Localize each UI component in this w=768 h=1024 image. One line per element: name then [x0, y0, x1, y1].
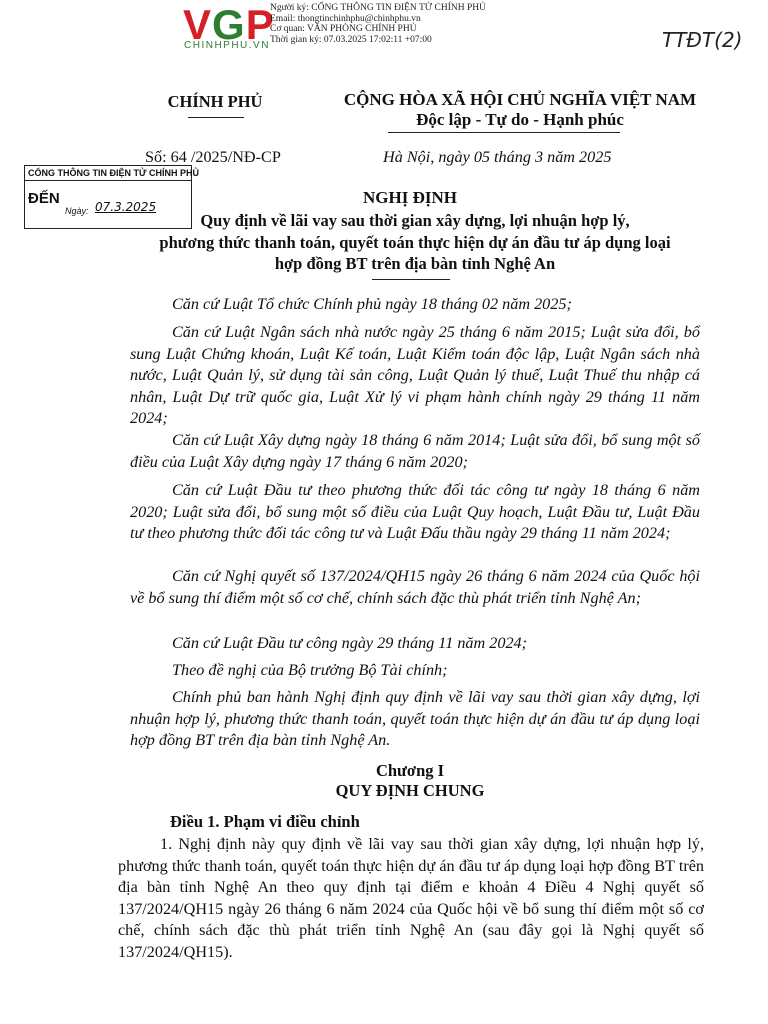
document-title	[130, 210, 700, 275]
nation-name: CỘNG HÒA XÃ HỘI CHỦ NGHĨA VIỆT NAM	[343, 90, 697, 109]
document-number: Số: 64 /2025/NĐ-CP	[145, 148, 281, 166]
signature-agency: Cơ quan: VĂN PHÒNG CHÍNH PHỦ	[270, 24, 417, 34]
issuer: CHÍNH PHỦ	[167, 92, 263, 111]
logo-letter-p: P	[245, 1, 275, 48]
handwritten-note: TTĐT(2)	[662, 28, 743, 52]
preamble-7: Theo đề nghị của Bộ trưởng Bộ Tài chính;	[172, 661, 448, 679]
chapter-title: QUY ĐỊNH CHUNG	[335, 781, 485, 800]
signature-signer: Người ký: CỔNG THÔNG TIN ĐIỆN TỬ CHÍNH PHỦ	[270, 3, 486, 13]
title-line-3: hợp đồng BT trên địa bàn tỉnh Nghệ An	[274, 254, 556, 273]
preamble-4: Căn cứ Luật Đầu tư theo phương thức đối tác công tư ngày 18 tháng 6 năm 2020; Luật sửa đổi, bổ sung một số điều của Luật Quy hoạch, Luật Đầu tư, Luật Đầu tư theo phương thức đối tác công tư và Luật Đấu thầu ngày 29 tháng 11 năm 2024;	[130, 481, 700, 542]
stamp-ngay: Ngày:	[65, 206, 89, 216]
stamp-date: 07.3.2025	[95, 200, 157, 214]
logo-letter-v: V	[183, 1, 213, 48]
preamble-8: Chính phủ ban hành Nghị định quy định về lãi vay sau thời gian xây dựng, lợi nhuận hợp lý, phương thức thanh toán, quyết toán thực hiện dự án đầu tư áp dụng loại hợp đồng BT trên địa bàn tỉnh Nghệ An.	[130, 688, 700, 749]
motto: Độc lập - Tự do - Hạnh phúc	[416, 110, 624, 129]
article-title: Điều 1. Phạm vi điều chỉnh	[170, 812, 360, 831]
document-type: NGHỊ ĐỊNH	[363, 188, 457, 207]
logo-letter-g: G	[212, 1, 246, 48]
chapter-number: Chương I	[375, 761, 445, 780]
place-date: Hà Nội, ngày 05 tháng 3 năm 2025	[383, 148, 612, 166]
title-underline	[372, 279, 450, 280]
article-body: 1. Nghị định này quy định về lãi vay sau thời gian xây dựng, lợi nhuận hợp lý, phương thức thanh toán, quyết toán thực hiện dự án đầu tư áp dụng loại hợp đồng BT trên địa bàn tỉnh Nghệ An theo quy định tại điểm e khoản 4 Điều 4 Nghị quyết số 137/2024/QH15 ngày 26 tháng 6 năm 2024 của Quốc hội về bổ sung thí điểm một số cơ chế, chính sách đặc thù phát triển tỉnh Nghệ An (sau đây gọi là Nghị quyết số 137/2024/QH15).	[118, 835, 704, 961]
preamble-2: Căn cứ Luật Ngân sách nhà nước ngày 25 tháng 6 năm 2015; Luật sửa đổi, bổ sung Luật Chứng khoán, Luật Kế toán, Luật Kiểm toán độc lập, Luật Ngân sách nhà nước, Luật Quản lý, sử dụng tài sản công, Luật Quản lý thuế, Luật Thuế thu nhập cá nhân, Luật Dự trữ quốc gia, Luật Xử lý vi phạm hành chính ngày 29 tháng 11 năm 2024;	[130, 323, 700, 427]
preamble-1: Căn cứ Luật Tổ chức Chính phủ ngày 18 tháng 02 năm 2025;	[172, 295, 572, 313]
motto-underline	[388, 132, 620, 133]
preamble-3: Căn cứ Luật Xây dựng ngày 18 tháng 6 năm 2014; Luật sửa đổi, bổ sung một số điều của Luật Xây dựng ngày 17 tháng 6 năm 2020;	[130, 431, 700, 471]
signature-email: Email: thongtinchinhphu@chinhphu.vn	[270, 13, 421, 24]
issuer-underline	[188, 117, 244, 118]
stamp-title: CỔNG THÔNG TIN ĐIỆN TỬ CHÍNH PHỦ	[25, 166, 191, 181]
signature-time: Thời gian ký: 07.03.2025 17:02:11 +07:00	[270, 34, 432, 45]
title-line-1: Quy định về lãi vay sau thời gian xây dựng, lợi nhuận hợp lý,	[200, 211, 630, 230]
stamp-den: ĐẾN	[28, 190, 60, 207]
title-line-2: phương thức thanh toán, quyết toán thực hiện dự án đầu tư áp dụng loại	[159, 232, 671, 252]
logo-subtext: CHINHPHU.VN	[184, 40, 270, 51]
digital-signature	[270, 3, 486, 45]
preamble-6: Căn cứ Luật Đầu tư công ngày 29 tháng 11 năm 2024;	[172, 634, 528, 652]
preamble-5: Căn cứ Nghị quyết số 137/2024/QH15 ngày 26 tháng 6 năm 2024 của Quốc hội về bổ sung thí điểm một số cơ chế, chính sách đặc thù phát triển tỉnh Nghệ An;	[130, 567, 700, 607]
